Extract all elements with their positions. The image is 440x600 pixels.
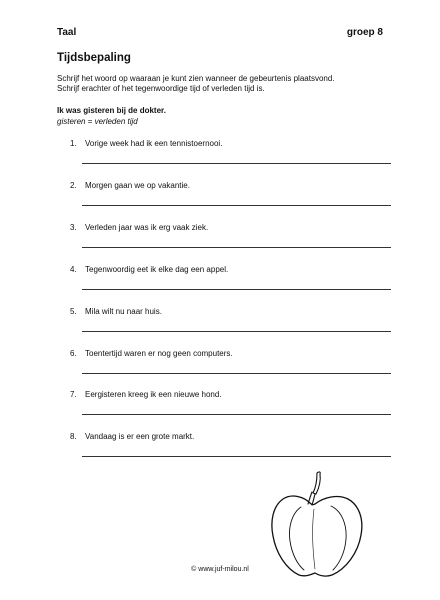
exercise-number: 6.	[70, 349, 77, 358]
exercise-text: Eergisteren kreeg ik een nieuwe hond.	[85, 390, 222, 399]
instruction-line: Schrijf het woord op waaraan je kunt zien wanneer de gebeurtenis plaatsvond.	[57, 74, 335, 83]
example-answer: gisteren = verleden tijd	[57, 117, 138, 126]
exercise-item	[70, 139, 392, 179]
answer-line[interactable]	[82, 414, 391, 415]
answer-line[interactable]	[82, 163, 391, 164]
subject-label: Taal	[57, 27, 77, 38]
footer-copyright: © www.juf-milou.nl	[191, 566, 249, 573]
exercise-number: 1.	[70, 139, 77, 148]
exercise-item	[70, 181, 392, 221]
apple-icon	[268, 469, 366, 579]
exercise-number: 8.	[70, 432, 77, 441]
group-label: groep 8	[346, 27, 383, 38]
example-sentence: Ik was gisteren bij de dokter.	[57, 106, 166, 115]
answer-line[interactable]	[82, 456, 391, 457]
exercise-item	[70, 223, 392, 263]
exercise-item	[70, 432, 392, 472]
instruction-line: Schrijf erachter of het tegenwoordige tijd of verleden tijd is.	[57, 84, 265, 93]
instructions	[57, 74, 387, 94]
exercise-text: Mila wilt nu naar huis.	[85, 307, 162, 316]
exercise-item	[70, 390, 392, 430]
exercise-text: Morgen gaan we op vakantie.	[85, 181, 190, 190]
exercise-item	[70, 265, 392, 305]
exercise-text: Toentertijd waren er nog geen computers.	[85, 349, 233, 358]
answer-line[interactable]	[82, 373, 391, 374]
exercise-number: 2.	[70, 181, 77, 190]
exercise-item	[70, 349, 392, 389]
exercise-text: Vorige week had ik een tennistoernooi.	[85, 139, 223, 148]
exercise-number: 7.	[70, 390, 77, 399]
answer-line[interactable]	[82, 289, 391, 290]
answer-line[interactable]	[82, 331, 391, 332]
page-title: Tijdsbepaling	[57, 52, 131, 64]
exercise-text: Vandaag is er een grote markt.	[85, 432, 195, 441]
exercise-item	[70, 307, 392, 347]
exercise-number: 3.	[70, 223, 77, 232]
exercise-number: 4.	[70, 265, 77, 274]
answer-line[interactable]	[82, 247, 391, 248]
exercise-text: Tegenwoordig eet ik elke dag een appel.	[85, 265, 229, 274]
exercise-number: 5.	[70, 307, 77, 316]
answer-line[interactable]	[82, 205, 391, 206]
exercise-text: Verleden jaar was ik erg vaak ziek.	[85, 223, 209, 232]
